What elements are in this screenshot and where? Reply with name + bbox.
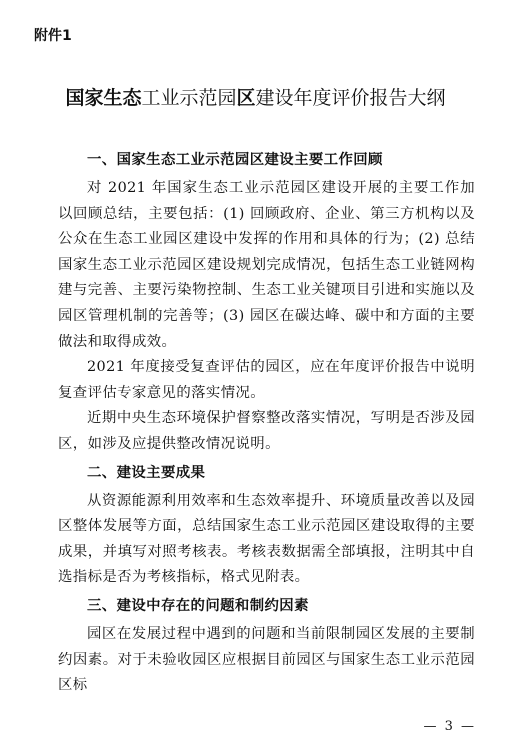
section-heading-1: 一、国家生态工业示范园区建设主要工作回顾 <box>87 152 383 168</box>
document-title <box>0 86 511 110</box>
title-part-1: 国家生态 <box>65 87 142 109</box>
paragraph: 园区在发展过程中遇到的问题和当前限制园区发展的主要制约因素。对于未验收园区应根据目前园区与国家生态工业示范园区标 <box>58 625 475 694</box>
section-heading-2: 二、建设主要成果 <box>87 464 206 481</box>
paragraph: 从资源能源利用效率和生态效率提升、环境质量改善以及园区整体发展等方面，总结国家生态工业示范园区建设取得的主要成果，并填写对照考核表。考核表数据需全部填报，注明其中自选指标是否为考核指标，格式见附表。 <box>58 492 475 586</box>
paragraph: 2021 年度接受复查评估的园区，应在年度评价报告中说明复查评估专家意见的落实情况。 <box>58 359 475 401</box>
page-number: — 3 — <box>423 719 476 734</box>
document-body <box>58 145 475 699</box>
title-part-2: 工业示范园 <box>141 87 237 109</box>
paragraph: 对 2021 年国家生态工业示范园区建设开展的主要工作加以回顾总结，主要包括：(1) 回顾政府、企业、第三方机构以及公众在生态工业园区建设中发挥的作用和具体的行为；(2) 总结国家生态工业示范园区建设规划完成情况，包括生态工业链网构建与完善、主要污染物控制、生态工业关键项目引进和实施以及园区管理机制的完善等；(3) 园区在碳达峰、碳中和方面的主要做法和取得成效。 <box>58 180 475 350</box>
title-part-3: 区 <box>236 87 256 109</box>
attachment-label: 附件1 <box>34 28 72 44</box>
paragraph: 近期中央生态环境保护督察整改落实情况，写明是否涉及园区，如涉及应提供整改情况说明。 <box>58 410 475 452</box>
section-heading-3: 三、建设中存在的问题和制约因素 <box>87 597 309 614</box>
title-part-4: 建设年度评价报告大纲 <box>255 87 446 109</box>
